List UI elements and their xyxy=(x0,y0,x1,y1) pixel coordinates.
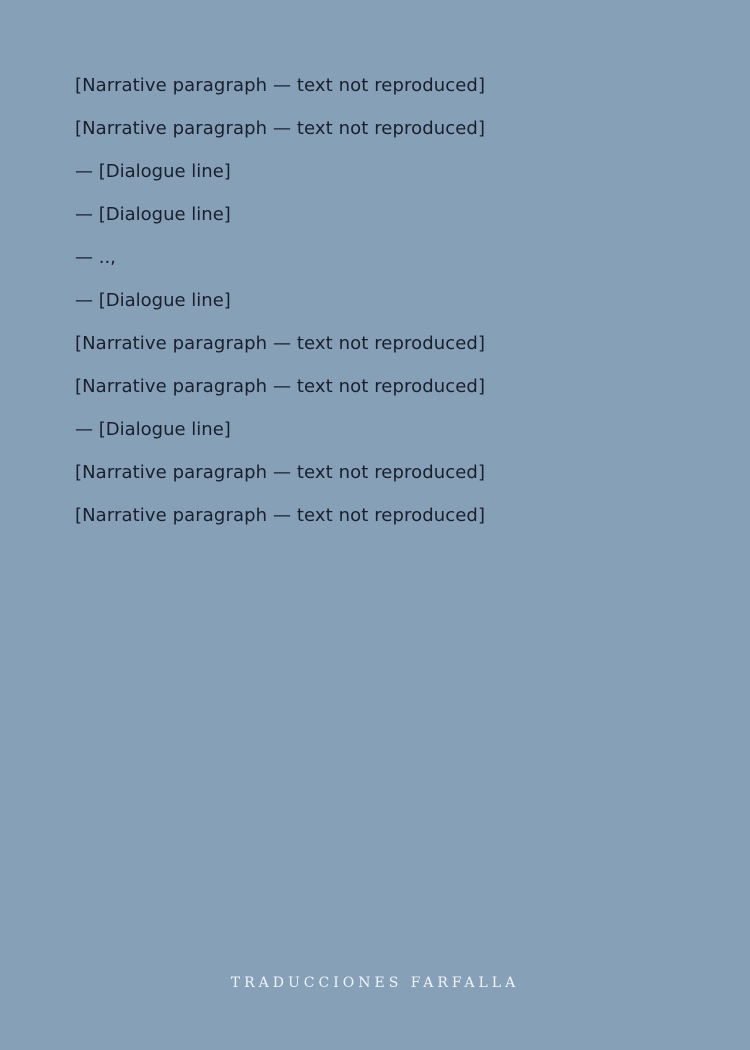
dialogue-line: — [Dialogue line] xyxy=(75,290,231,311)
translator-credit: TRADUCCIONES FARFALLA xyxy=(230,975,520,991)
body-paragraph: [Narrative paragraph — text not reproduced] xyxy=(75,376,486,397)
body-paragraph: [Narrative paragraph — text not reproduced] xyxy=(75,118,486,139)
dialogue-line: — [Dialogue line] xyxy=(75,419,231,440)
dialogue-line: — .., xyxy=(75,247,116,268)
body-paragraph: [Narrative paragraph — text not reproduced] xyxy=(75,462,486,483)
body-paragraph: [Narrative paragraph — text not reproduced] xyxy=(75,333,486,354)
dialogue-line: — [Dialogue line] xyxy=(75,161,231,182)
document-page xyxy=(75,72,675,545)
body-paragraph: [Narrative paragraph — text not reproduced] xyxy=(75,75,486,96)
body-paragraph: [Narrative paragraph — text not reproduced] xyxy=(75,505,486,526)
dialogue-line: — [Dialogue line] xyxy=(75,204,231,225)
